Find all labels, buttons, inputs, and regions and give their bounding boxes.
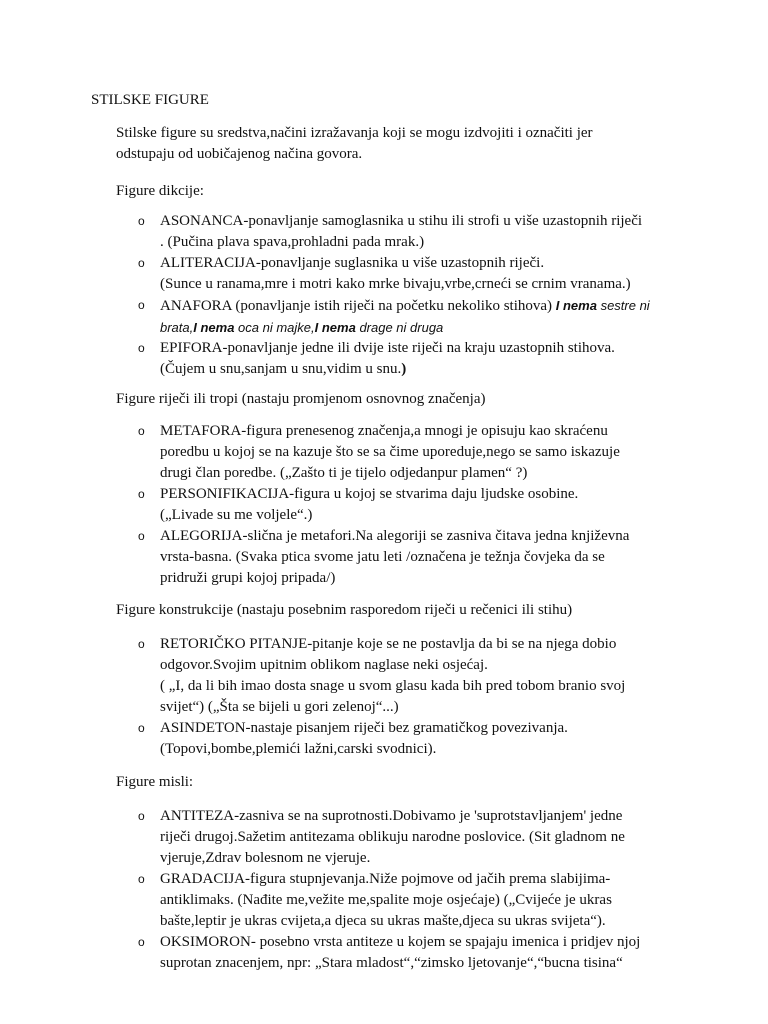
item-line: antiklimaks. (Nađite me,vežite me,spalite moje osjećaje) („Cvijeće je ukras [160,892,612,908]
item-line: vrsta-basna. (Svaka ptica svome jatu leti /označena je težnja čovjeka da se [160,549,605,565]
item-line: ALITERACIJA-ponavljanje suglasnika u više uzastopnih riječi. [160,255,545,271]
item-line: OKSIMORON- posebno vrsta antiteze u kojem se spajaju imenica i pridjev njoj [160,934,641,950]
bullet-icon: o [138,256,145,270]
bullet-icon: o [138,637,145,651]
list-tropi [134,421,694,589]
section-heading-konstrukcije: Figure konstrukcije (nastaju posebnim rasporedom riječi u rečenici ili stihu) [116,602,573,618]
item-line: riječi drugoj.Sažetim antitezama oblikuju narodne poslovice. (Sit gladnom ne [160,829,625,845]
item-line: ASONANCA-ponavljanje samoglasnika u stihu ili strofi u više uzastopnih riječi [160,213,643,229]
item-line [160,295,694,317]
bullet-icon: o [138,298,145,312]
section-heading-tropi: Figure riječi ili tropi (nastaju promjenom osnovnog značenja) [116,391,486,407]
epifora-example: (Čujem u snu,sanjam u snu,vidim u snu. [160,361,402,377]
list-item-asonanca [134,211,694,253]
anafora-quote [556,298,650,313]
intro-line: Stilske figure su sredstva,načini izražavanja koji se mogu izdvojiti i označiti jer [116,125,593,141]
item-line [160,359,694,380]
anafora-quote-text: drage ni druga [355,320,444,335]
list-item-antiteza [134,806,694,869]
item-line: . (Pučina plava spava,prohladni pada mrak.) [160,234,425,250]
document-title: STILSKE FIGURE [91,92,209,108]
list-konstrukcije [134,634,694,760]
item-line: pridruži grupi kojoj pripada/) [160,570,336,586]
list-item-aliteracija [134,253,694,295]
item-line: ALEGORIJA-slična je metafori.Na alegoriji se zasniva čitava jedna književna [160,528,630,544]
item-line: (Sunce u ranama,mre i motri kako mrke bivaju,vrbe,crneći se crnim vranama.) [160,276,631,292]
item-line: EPIFORA-ponavljanje jedne ili dvije iste riječi na kraju uzastopnih stihova. [160,340,615,356]
list-item-oksimoron [134,932,694,974]
anafora-quote-text: oca ni majke, [234,320,315,335]
item-line [160,317,694,338]
item-line: ASINDETON-nastaje pisanjem riječi bez gramatičkog povezivanja. [160,720,568,736]
list-item-epifora [134,338,694,380]
item-line: GRADACIJA-figura stupnjevanja.Niže pojmove od jačih prema slabijima- [160,871,611,887]
anafora-quote-text: sestre ni [596,298,650,313]
item-line: suprotan znacenjem, npr: „Stara mladost“,“zimsko ljetovanje“,“bucna tisina“ [160,955,623,971]
list-item-anafora [134,295,694,338]
item-line: METAFORA-figura prenesenog značenja,a mnogi je opisuju kao skraćenu [160,423,608,439]
item-line: RETORIČKO PITANJE-pitanje koje se ne postavlja da bi se na njega dobio [160,636,617,652]
bullet-icon: o [138,424,145,438]
list-item-gradacija [134,869,694,932]
item-line: bašte,leptir je ukras cvijeta,a djeca su ukras mašte,djeca su ukras svijeta“). [160,913,606,929]
item-line: poredbu u kojoj se na kazuje što se sa čime uporeduje,nego se samo iskazuje [160,444,620,460]
section-heading-misli: Figure misli: [116,774,194,790]
item-line: vjeruje,Zdrav bolesnom ne vjeruje. [160,850,371,866]
intro-line: odstupaju od uobičajenog načina govora. [116,146,363,162]
item-line: ANTITEZA-zasniva se na suprotnosti.Dobivamo je 'suprotstavljanjem' jedne [160,808,623,824]
item-line: („Livade su me voljele“.) [160,507,313,523]
item-line: svijet“) („Šta se bijeli u gori zelenoj“...) [160,699,399,715]
item-line: drugi član poredbe. („Zašto ti je tijelo odjedanpur plamen“ ?) [160,465,528,481]
bullet-icon: o [138,721,145,735]
list-item-personifikacija [134,484,694,526]
item-line: PERSONIFIKACIJA-figura u kojoj se stvarima daju ljudske osobine. [160,486,579,502]
anafora-emphasis: I nema [193,320,235,335]
bullet-icon: o [138,872,145,886]
item-line: odgovor.Svojim upitnim oblikom naglase neki osjećaj. [160,657,488,673]
list-item-retoricko-pitanje [134,634,694,718]
intro-paragraph [116,123,676,165]
list-item-asindeton [134,718,694,760]
list-item-metafora [134,421,694,484]
bullet-icon: o [138,529,145,543]
list-misli [134,806,694,974]
bullet-icon: o [138,487,145,501]
item-line: (Topovi,bombe,plemići lažni,carski svodnici). [160,741,437,757]
anafora-emphasis: I nema [314,320,356,335]
list-item-alegorija [134,526,694,589]
bullet-icon: o [138,809,145,823]
bullet-icon: o [138,214,145,228]
section-heading-dikcije: Figure dikcije: [116,183,204,199]
bullet-icon: o [138,935,145,949]
anafora-emphasis: I nema [555,298,597,313]
anafora-quote-text: brata, [160,320,194,335]
item-line: ( „I, da li bih imao dosta snage u svom glasu kada bih pred tobom branio svoj [160,678,626,694]
list-dikcije [134,211,694,380]
epifora-close: ) [401,361,407,377]
bullet-icon: o [138,341,145,355]
anafora-text: ANAFORA (ponavljanje istih riječi na početku nekoliko stihova) [160,298,553,314]
